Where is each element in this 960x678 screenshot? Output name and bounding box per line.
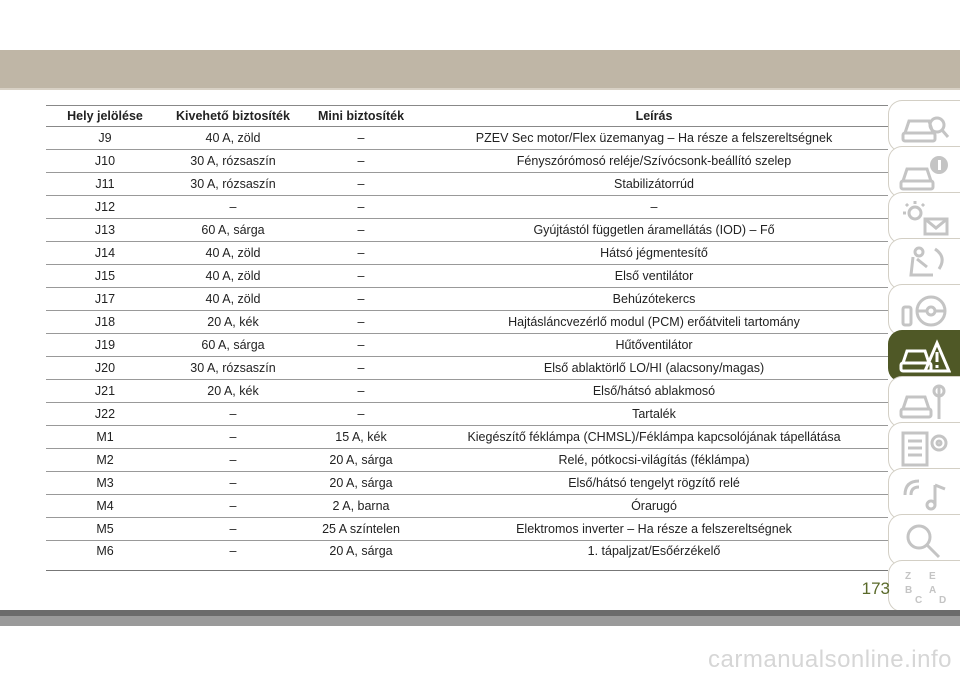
cell-description: Első ventilátor [420, 265, 888, 288]
watermark: carmanualsonline.info [708, 646, 952, 673]
cell-location: J12 [46, 196, 164, 219]
cell-mini-fuse: – [302, 288, 420, 311]
cell-cartridge-fuse: – [164, 518, 302, 541]
table-row [46, 150, 888, 173]
cell-mini-fuse: – [302, 357, 420, 380]
cell-cartridge-fuse: – [164, 541, 302, 571]
cell-location: M1 [46, 426, 164, 449]
cell-description: Első ablaktörlő LO/HI (alacsony/magas) [420, 357, 888, 380]
table-row [46, 311, 888, 334]
cell-description: Gyújtástól független áramellátás (IOD) – Fő [420, 219, 888, 242]
cell-location: J10 [46, 150, 164, 173]
tab-warning-lights[interactable] [888, 192, 960, 244]
table-row [46, 495, 888, 518]
cell-description: 1. tápaljzat/Esőérzékelő [420, 541, 888, 571]
tab-multimedia[interactable] [888, 468, 960, 520]
cell-mini-fuse: – [302, 150, 420, 173]
cell-mini-fuse: – [302, 173, 420, 196]
car-search-icon [899, 107, 951, 147]
tab-index[interactable] [888, 560, 960, 612]
table-row [46, 265, 888, 288]
cell-mini-fuse: – [302, 242, 420, 265]
table-row [46, 288, 888, 311]
tab-emergency[interactable] [888, 330, 960, 382]
cell-cartridge-fuse: – [164, 472, 302, 495]
tab-starting-operating[interactable] [888, 284, 960, 336]
cell-description: Kiegészítő féklámpa (CHMSL)/Féklámpa kapcsolójának tápellátása [420, 426, 888, 449]
steering-wheel-key-icon [899, 291, 951, 331]
cell-location: J15 [46, 265, 164, 288]
cell-cartridge-fuse: – [164, 403, 302, 426]
cell-cartridge-fuse: 60 A, sárga [164, 219, 302, 242]
svg-text:Z: Z [905, 571, 912, 582]
cell-description: Relé, pótkocsi-világítás (féklámpa) [420, 449, 888, 472]
cell-location: J9 [46, 127, 164, 150]
cell-cartridge-fuse: – [164, 449, 302, 472]
cell-description: Stabilizátorrúd [420, 173, 888, 196]
table-body [46, 127, 888, 571]
column-header-cartridge-fuse: Kivehető biztosíték [164, 106, 302, 127]
cell-mini-fuse: – [302, 403, 420, 426]
cell-description: Tartalék [420, 403, 888, 426]
car-hazard-icon [899, 337, 951, 377]
table-row [46, 196, 888, 219]
table-row [46, 380, 888, 403]
cell-mini-fuse: 25 A színtelen [302, 518, 420, 541]
table-row [46, 127, 888, 150]
cell-cartridge-fuse: 20 A, kék [164, 380, 302, 403]
cell-location: M6 [46, 541, 164, 571]
alphabet-index-icon [899, 567, 951, 607]
cell-location: J19 [46, 334, 164, 357]
cell-description: Elektromos inverter – Ha része a felszereltségnek [420, 518, 888, 541]
cell-mini-fuse: 2 A, barna [302, 495, 420, 518]
cell-mini-fuse: 20 A, sárga [302, 449, 420, 472]
table-row [46, 403, 888, 426]
table-row [46, 173, 888, 196]
cell-mini-fuse: – [302, 380, 420, 403]
cell-description: – [420, 196, 888, 219]
tab-servicing[interactable] [888, 376, 960, 428]
cell-mini-fuse: 15 A, kék [302, 426, 420, 449]
cell-description: Fényszórómosó reléje/Szívócsonk-beállító szelep [420, 150, 888, 173]
cell-description: Hűtőventilátor [420, 334, 888, 357]
cell-mini-fuse: 20 A, sárga [302, 472, 420, 495]
cell-location: J22 [46, 403, 164, 426]
table-header-row [46, 106, 888, 127]
column-header-description: Leírás [420, 106, 888, 127]
cell-mini-fuse: – [302, 265, 420, 288]
car-wrench-icon [899, 383, 951, 423]
cell-location: J11 [46, 173, 164, 196]
cell-location: J20 [46, 357, 164, 380]
cell-mini-fuse: – [302, 334, 420, 357]
cell-mini-fuse: – [302, 311, 420, 334]
cell-cartridge-fuse: 40 A, zöld [164, 265, 302, 288]
svg-text:E: E [929, 571, 936, 582]
cell-location: J21 [46, 380, 164, 403]
cell-location: J17 [46, 288, 164, 311]
fuse-table [46, 105, 888, 571]
cell-location: J14 [46, 242, 164, 265]
cell-mini-fuse: 20 A, sárga [302, 541, 420, 571]
cell-description: Hajtásláncvezérlő modul (PCM) erőátviteli tartomány [420, 311, 888, 334]
tab-specifications[interactable] [888, 422, 960, 474]
cell-description: Első/hátsó ablakmosó [420, 380, 888, 403]
svg-text:D: D [939, 595, 947, 606]
cell-mini-fuse: – [302, 127, 420, 150]
cell-cartridge-fuse: 30 A, rózsaszín [164, 150, 302, 173]
seat-airbag-icon [899, 245, 951, 285]
cell-cartridge-fuse: 30 A, rózsaszín [164, 357, 302, 380]
cell-cartridge-fuse: 20 A, kék [164, 311, 302, 334]
tab-car-search[interactable] [888, 100, 960, 152]
cell-cartridge-fuse: 40 A, zöld [164, 242, 302, 265]
cell-location: M2 [46, 449, 164, 472]
svg-text:A: A [929, 585, 937, 596]
column-header-location: Hely jelölése [46, 106, 164, 127]
svg-text:B: B [905, 585, 913, 596]
cell-description: PZEV Sec motor/Flex üzemanyag – Ha része a felszereltségnek [420, 127, 888, 150]
cell-description: Hátsó jégmentesítő [420, 242, 888, 265]
cell-mini-fuse: – [302, 219, 420, 242]
page-number: 173 [861, 579, 890, 598]
cell-cartridge-fuse: – [164, 196, 302, 219]
table-row [46, 242, 888, 265]
cell-location: M4 [46, 495, 164, 518]
cell-description: Behúzótekercs [420, 288, 888, 311]
svg-text:C: C [915, 595, 923, 606]
tab-seat-airbag[interactable] [888, 238, 960, 290]
magnifier-icon [899, 521, 951, 561]
table-row [46, 449, 888, 472]
cell-cartridge-fuse: – [164, 426, 302, 449]
header-band [0, 50, 960, 88]
cell-location: M5 [46, 518, 164, 541]
cell-location: M3 [46, 472, 164, 495]
cell-location: J13 [46, 219, 164, 242]
cell-description: Órarugó [420, 495, 888, 518]
cell-cartridge-fuse: 30 A, rózsaszín [164, 173, 302, 196]
column-header-mini-fuse: Mini biztosíték [302, 106, 420, 127]
footer-band-lower [0, 616, 960, 626]
warning-light-message-icon [899, 199, 951, 239]
cell-mini-fuse: – [302, 196, 420, 219]
table-row [46, 357, 888, 380]
table-row [46, 518, 888, 541]
cell-cartridge-fuse: – [164, 495, 302, 518]
tab-search[interactable] [888, 514, 960, 566]
cell-cartridge-fuse: 40 A, zöld [164, 127, 302, 150]
car-info-icon [899, 153, 951, 193]
cell-cartridge-fuse: 40 A, zöld [164, 288, 302, 311]
multimedia-icon [899, 475, 951, 515]
header-divider [0, 88, 960, 90]
tab-car-info[interactable] [888, 146, 960, 198]
table-row [46, 334, 888, 357]
table-row [46, 219, 888, 242]
specifications-list-icon [899, 429, 951, 469]
table-row [46, 472, 888, 495]
cell-location: J18 [46, 311, 164, 334]
cell-description: Első/hátsó tengelyt rögzítő relé [420, 472, 888, 495]
table-row [46, 426, 888, 449]
table-row [46, 541, 888, 571]
cell-cartridge-fuse: 60 A, sárga [164, 334, 302, 357]
